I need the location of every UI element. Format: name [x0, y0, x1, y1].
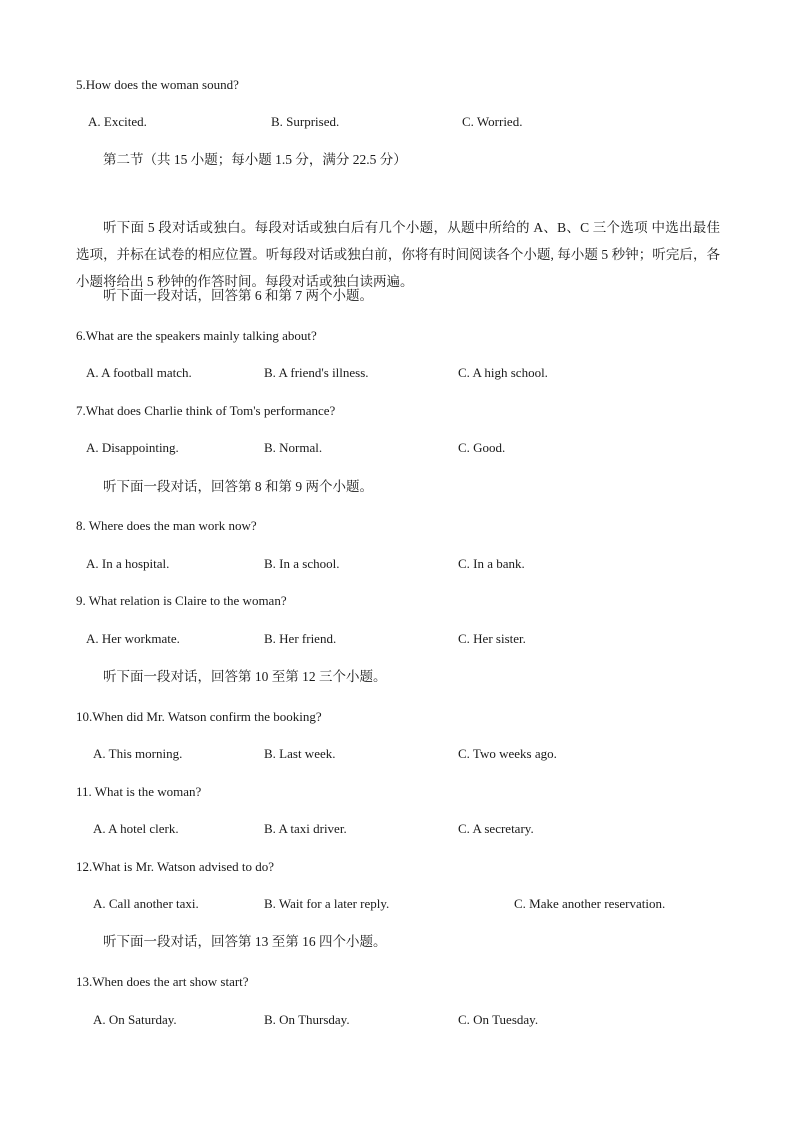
dialog-instruction-8-9: 听下面一段对话，回答第 8 和第 9 两个小题。	[103, 479, 373, 494]
option-5b: B. Surprised.	[271, 114, 340, 129]
option-5c: C. Worried.	[462, 114, 523, 129]
option-6b: B. A friend's illness.	[264, 365, 369, 380]
option-13a: A. On Saturday.	[93, 1012, 177, 1027]
question-7: 7.What does Charlie think of Tom's performance?	[76, 403, 336, 418]
option-7a: A. Disappointing.	[86, 440, 179, 455]
option-5a: A. Excited.	[88, 114, 147, 129]
question-11: 11. What is the woman?	[76, 784, 202, 799]
option-9a: A. Her workmate.	[86, 631, 180, 646]
option-8b: B. In a school.	[264, 556, 340, 571]
option-12a: A. Call another taxi.	[93, 896, 199, 911]
option-10a: A. This morning.	[93, 746, 183, 761]
option-6a: A. A football match.	[86, 365, 192, 380]
option-8a: A. In a hospital.	[86, 556, 170, 571]
question-6: 6.What are the speakers mainly talking about?	[76, 328, 317, 343]
option-11c: C. A secretary.	[458, 821, 534, 836]
option-10b: B. Last week.	[264, 746, 336, 761]
question-10: 10.When did Mr. Watson confirm the booking?	[76, 709, 322, 724]
option-6c: C. A high school.	[458, 365, 548, 380]
option-7c: C. Good.	[458, 440, 506, 455]
question-12: 12.What is Mr. Watson advised to do?	[76, 859, 275, 874]
option-13c: C. On Tuesday.	[458, 1012, 539, 1027]
option-8c: C. In a bank.	[458, 556, 525, 571]
section-2-instructions: 听下面 5 段对话或独白。每段对话或独白后有几个小题，从题中所给的 A、B、C 三个选项 中选出最佳选项，并标在试卷的相应位置。听每段对话或独白前，你将有时间阅读各个小题, 每小题 5 秒钟；听完后，各小题将给出 5 秒钟的作答时间。每段对话或独白读两遍。	[76, 220, 720, 289]
option-9c: C. Her sister.	[458, 631, 526, 646]
option-11a: A. A hotel clerk.	[93, 821, 179, 836]
question-5: 5.How does the woman sound?	[76, 77, 239, 92]
option-12b: B. Wait for a later reply.	[264, 896, 390, 911]
option-12c: C. Make another reservation.	[514, 896, 666, 911]
dialog-instruction-10-12: 听下面一段对话，回答第 10 至第 12 三个小题。	[103, 669, 387, 684]
dialog-instruction-6-7: 听下面一段对话，回答第 6 和第 7 两个小题。	[103, 288, 373, 303]
dialog-instruction-13-16: 听下面一段对话，回答第 13 至第 16 四个小题。	[103, 934, 387, 949]
section-2-heading: 第二节（共 15 小题；每小题 1.5 分，满分 22.5 分）	[103, 152, 407, 167]
question-8: 8. Where does the man work now?	[76, 518, 257, 533]
option-11b: B. A taxi driver.	[264, 821, 347, 836]
option-13b: B. On Thursday.	[264, 1012, 350, 1027]
option-9b: B. Her friend.	[264, 631, 337, 646]
question-9: 9. What relation is Claire to the woman?	[76, 593, 287, 608]
option-10c: C. Two weeks ago.	[458, 746, 557, 761]
question-13: 13.When does the art show start?	[76, 974, 249, 989]
option-7b: B. Normal.	[264, 440, 323, 455]
